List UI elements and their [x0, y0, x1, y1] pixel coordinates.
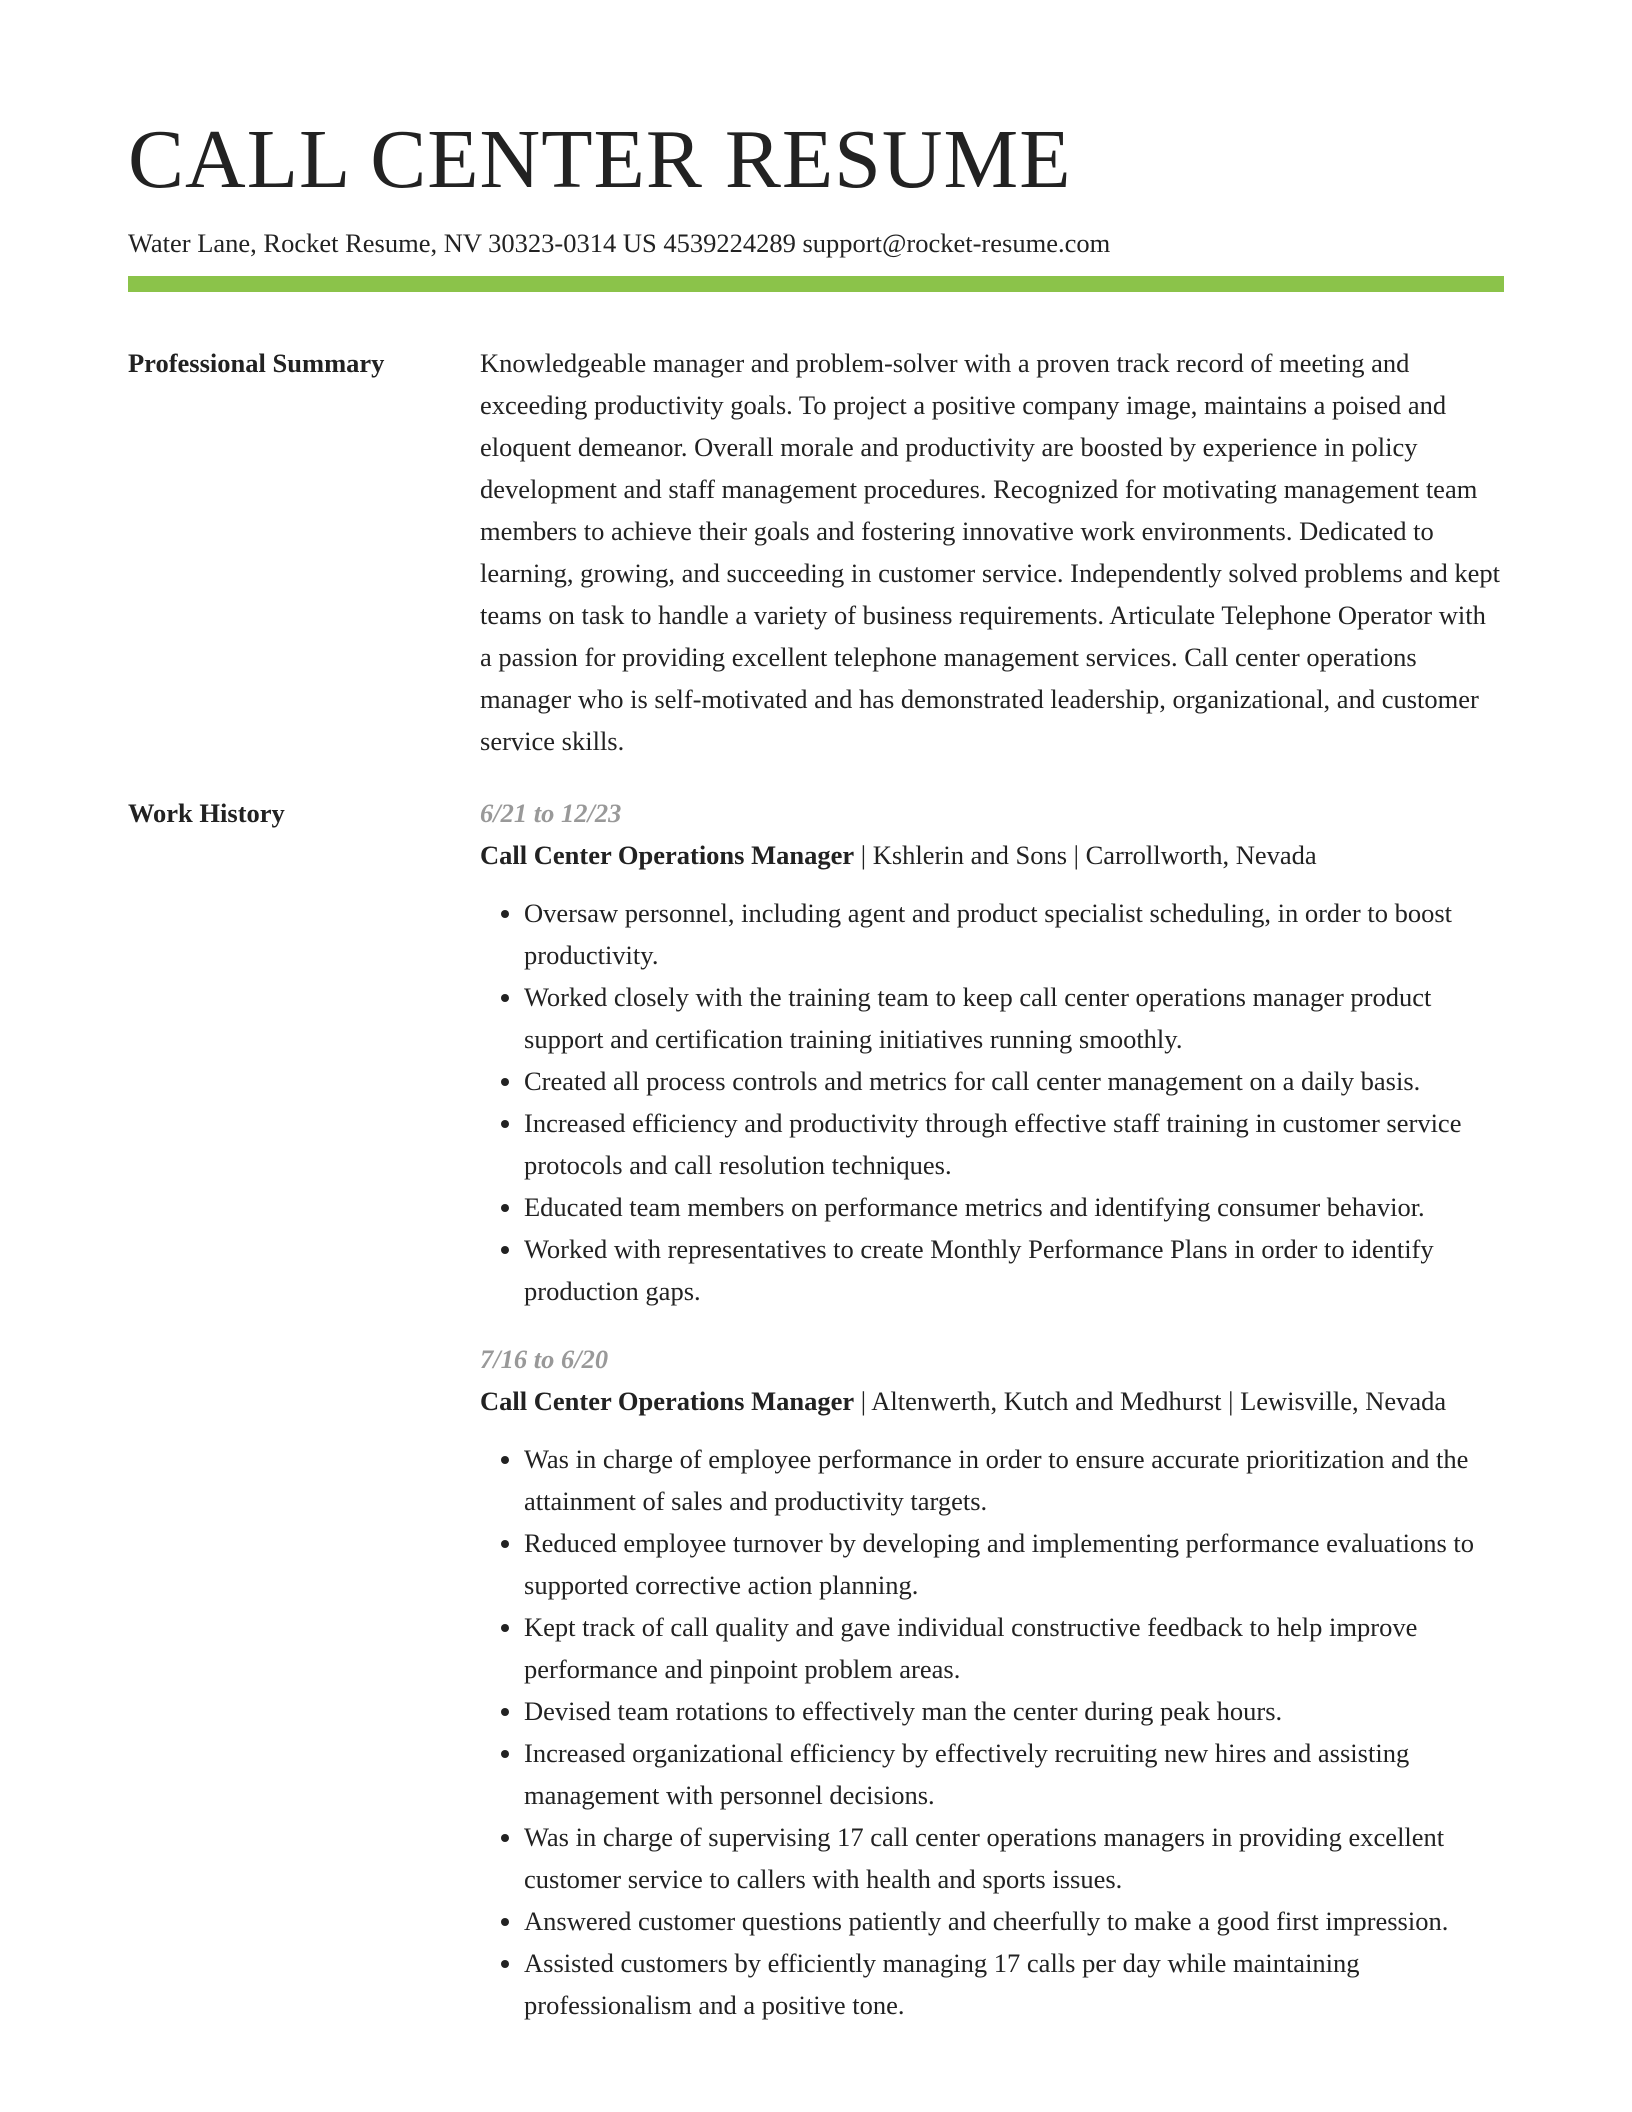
job-bullet: • Oversaw personnel, including agent and product specialist scheduling, in order to boost productivity.: [524, 892, 1504, 976]
resume-title: CALL CENTER RESUME: [128, 113, 1072, 206]
job-title: Call Center Operations Manager: [480, 840, 855, 871]
job-bullet: • Answered customer questions patiently and cheerfully to make a good first impression.: [524, 1900, 1504, 1942]
job-details: | Kshlerin and Sons | Carrollworth, Nevada: [854, 840, 1317, 871]
job-heading: [480, 834, 1504, 876]
job-entry: [480, 1338, 1504, 2026]
job-bullet: • Increased efficiency and productivity through effective staff training in customer service protocols and call resolution techniques.: [524, 1102, 1504, 1186]
job-bullets: [480, 892, 1504, 1312]
job-title: Call Center Operations Manager: [480, 1386, 855, 1417]
job-dates: 6/21 to 12/23: [480, 798, 622, 829]
resume-page: [128, 113, 1504, 2052]
summary-text: Knowledgeable manager and problem-solver with a proven track record of meeting and exceeding productivity goals. To project a positive company image, maintains a poised and eloquent demeanor. Overall morale and productivity are boosted by experience in policy development and staff management procedures. Recognized for motivating management team members to achieve their goals and fostering innovative work environments. Dedicated to learning, growing, and succeeding in customer service. Independently solved problems and kept teams on task to handle a variety of business requirements. Articulate Telephone Operator with a passion for providing excellent telephone management services. Call center operations manager who is self-motivated and has demonstrated leadership, organizational, and customer service skills.: [480, 348, 1500, 757]
job-bullet: • Was in charge of employee performance in order to ensure accurate prioritization and the attainment of sales and productivity targets.: [524, 1438, 1504, 1522]
job-bullet: • Was in charge of supervising 17 call center operations managers in providing excellent customer service to callers with health and sports issues.: [524, 1816, 1504, 1900]
job-bullet: • Worked closely with the training team to keep call center operations manager product support and certification training initiatives running smoothly.: [524, 976, 1504, 1060]
job-bullet: • Worked with representatives to create Monthly Performance Plans in order to identify production gaps.: [524, 1228, 1504, 1312]
accent-divider: [128, 276, 1504, 292]
job-bullet: • Increased organizational efficiency by effectively recruiting new hires and assisting management with personnel decisions.: [524, 1732, 1504, 1816]
job-dates: 7/16 to 6/20: [480, 1344, 609, 1375]
work-history-section: [128, 792, 1504, 2052]
job-entry: [480, 792, 1504, 1312]
job-heading: [480, 1380, 1504, 1422]
job-bullet: • Assisted customers by efficiently managing 17 calls per day while maintaining professionalism and a positive tone.: [524, 1942, 1504, 2026]
work-history-heading: Work History: [128, 798, 285, 829]
job-bullet: • Reduced employee turnover by developing and implementing performance evaluations to supported corrective action planning.: [524, 1522, 1504, 1606]
summary-heading: Professional Summary: [128, 348, 385, 379]
contact-info: Water Lane, Rocket Resume, NV 30323-0314 US 4539224289 support@rocket-resume.com: [128, 228, 1111, 258]
job-list-container: [480, 792, 1504, 2052]
job-details: | Altenwerth, Kutch and Medhurst | Lewisville, Nevada: [854, 1386, 1447, 1417]
job-bullet: • Kept track of call quality and gave individual constructive feedback to help improve performance and pinpoint problem areas.: [524, 1606, 1504, 1690]
job-bullet: • Educated team members on performance metrics and identifying consumer behavior.: [524, 1186, 1504, 1228]
job-bullet: • Devised team rotations to effectively man the center during peak hours.: [524, 1690, 1504, 1732]
summary-section: [128, 342, 1504, 762]
job-bullets: [480, 1438, 1504, 2026]
job-bullet: • Created all process controls and metrics for call center management on a daily basis.: [524, 1060, 1504, 1102]
